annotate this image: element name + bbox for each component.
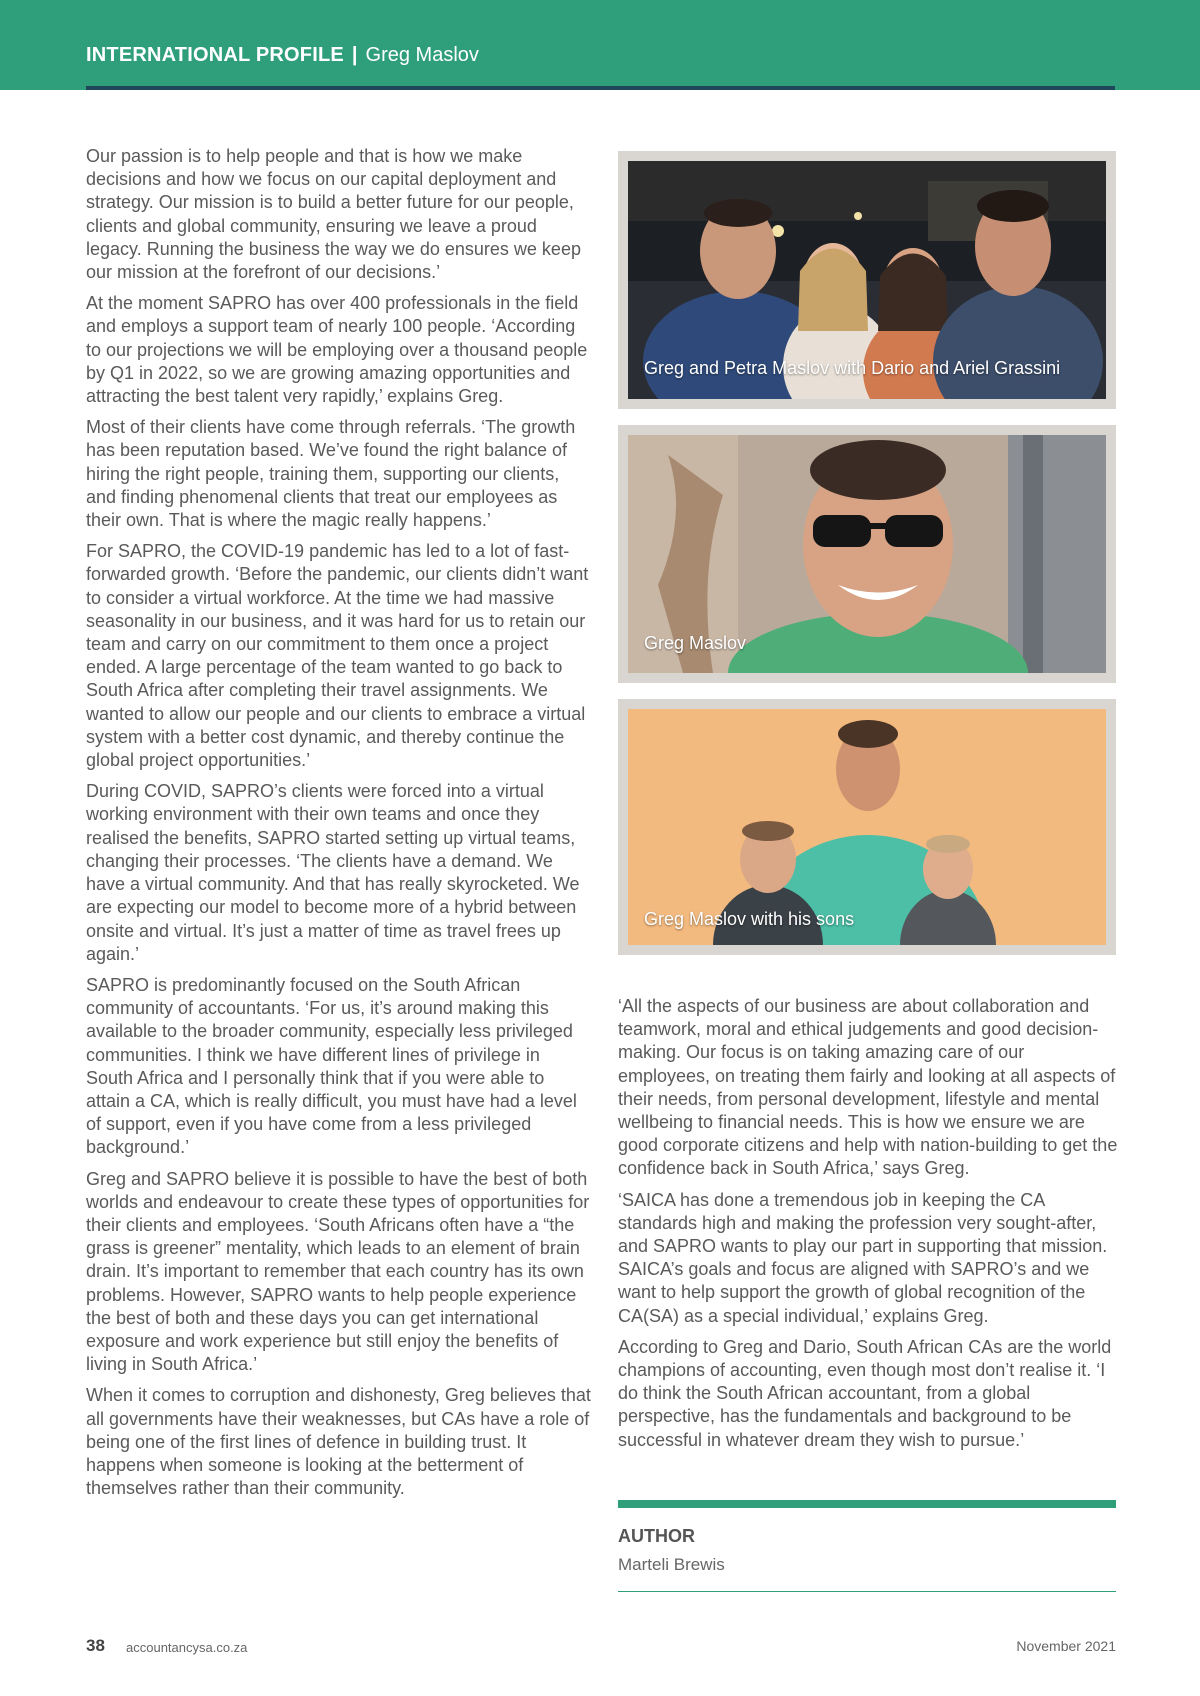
- body-paragraph: For SAPRO, the COVID-19 pandemic has led to a lot of fast-forwarded growth. ‘Before the pandemic, our clients didn’t want to consider a virtual workforce. At the time we had massive seasonality in our business, and it was hard for us to retain our team and carry on our commitment to them once a project ended. A large percentage of the team wanted to go back to South Africa after completing their travel assignments. We wanted to allow our people and our clients to embrace a virtual system with a better cost dynamic, and thereby continue the global project opportunities.’: [86, 541, 589, 771]
- body-paragraph: At the moment SAPRO has over 400 professionals in the field and employs a support team of nearly 100 people. ‘According to our projections we will be employing over a thousand people by Q1 in 2022, so we are growing amazing opportunities and attracting the best talent very rapidly,’ explains Greg.: [86, 293, 588, 407]
- body-paragraph: During COVID, SAPRO’s clients were forced into a virtual working environment with their own teams and once they realised the benefits, SAPRO started setting up virtual teams, changing their processes. ‘The clients have a demand. We have a virtual community. And that has really skyrocketed. We are expecting our model to become more of a hybrid between onsite and virtual. It’s just a matter of time as travel frees up again.’: [86, 781, 580, 964]
- author-heading: AUTHOR: [618, 1526, 695, 1546]
- author-name: Marteli Brewis: [618, 1555, 725, 1574]
- photo-caption: Greg Maslov: [644, 633, 747, 653]
- right-column: [618, 995, 1118, 1460]
- photo-caption: Greg Maslov with his sons: [644, 909, 855, 929]
- body-paragraph: Our passion is to help people and that is how we make decisions and how we focus on our capital deployment and strategy. Our mission is to build a better future for our people, clients and global community, ensuring we leave a proud legacy. Running the business the way we do ensures we keep our mission at the forefront of our decisions.’: [86, 146, 581, 283]
- site-link[interactable]: accountancysa.co.za: [126, 1640, 248, 1655]
- profile-subject: Greg Maslov: [365, 44, 479, 66]
- author-rule: [618, 1500, 1116, 1508]
- body-paragraph: SAPRO is predominantly focused on the South African community of accountants. ‘For us, it’s around making this available to the broader community, especially less privileged communities. I think we have different lines of privilege in South Africa and I personally think that if you were able to attain a CA, which is really difficult, you must have had a level of support, even if you have come from a less privileged background.’: [86, 974, 577, 1158]
- photo-frame-group: [618, 151, 1116, 409]
- title-separator: |: [351, 44, 358, 66]
- issue-date: November 2021: [1016, 1638, 1116, 1654]
- body-paragraph: Most of their clients have come through referrals. ‘The growth has been reputation based. We’ve found the right balance of hiring the right people, training them, supporting our clients, and finding phenomenal clients that treat our employees as their own. That is where the magic really happens.’: [86, 417, 576, 531]
- photo-frame-portrait: [618, 425, 1116, 683]
- photo-frame-family: [618, 699, 1116, 955]
- author-divider: [618, 1591, 1116, 1592]
- body-paragraph: According to Greg and Dario, South African CAs are the world champions of accounting, even though most don’t realise it. ‘I do think the South African accountant, from a global perspective, has the fundamentals and background to be successful in whatever dream they wish to pursue.’: [618, 1336, 1112, 1450]
- left-column: [86, 145, 591, 1508]
- body-paragraph: ‘SAICA has done a tremendous job in keeping the CA standards high and making the profession very sought-after, and SAPRO wants to play our part in supporting that mission. SAICA’s goals and focus are aligned with SAPRO’s and we want to help support the growth of global recognition of the CA(SA) as a special individual,’ explains Greg.: [618, 1189, 1108, 1326]
- body-paragraph: Greg and SAPRO believe it is possible to have the best of both worlds and endeavour to create these types of opportunities for their clients and employees. ‘South Africans often have a “the grass is greener” mentality, which leads to an element of brain drain. It’s important to remember that each country has its own problems. However, SAPRO wants to help people experience the best of both and these days you can get international exposure and work experience but still enjoy the benefits of living in South Africa.’: [86, 1168, 590, 1375]
- section-title: [86, 44, 479, 67]
- section-kicker: INTERNATIONAL PROFILE: [86, 44, 344, 66]
- body-paragraph: When it comes to corruption and dishonesty, Greg believes that all governments have their weaknesses, but CAs have a role of being one of the first lines of defence in building trust. It happens when someone is looking at the betterment of themselves rather than their community.: [86, 1385, 591, 1499]
- header-rule: [86, 86, 1115, 90]
- body-paragraph: ‘All the aspects of our business are about collaboration and teamwork, moral and ethical judgements and good decision-making. Our focus is on taking amazing care of our employees, on treating them fairly and looking at all aspects of their needs, from personal development, lifestyle and mental wellbeing to financial needs. This is how we ensure we are good corporate citizens and help with nation-building to get the confidence back in South Africa,’ says Greg.: [618, 996, 1118, 1179]
- page-header-band: [0, 0, 1200, 90]
- photo-caption: Greg and Petra Maslov with Dario and Ariel Grassini: [644, 358, 1061, 378]
- page-number: 38: [86, 1636, 105, 1655]
